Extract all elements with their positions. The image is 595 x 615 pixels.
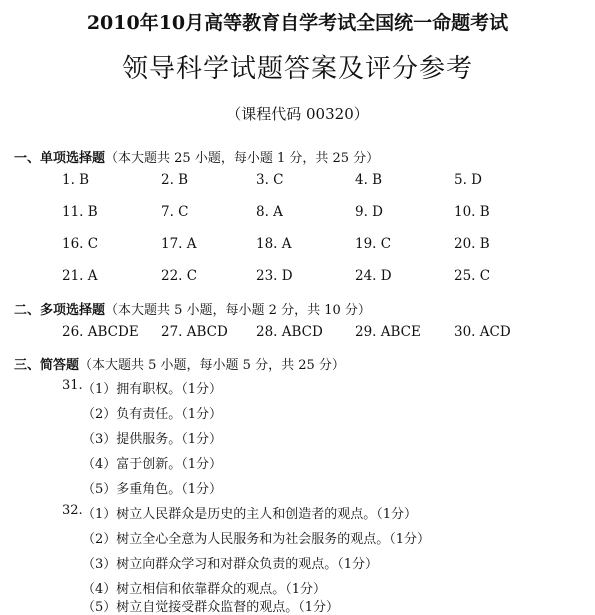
answer-point: （4）富于创新。（1分） <box>82 457 223 472</box>
document-title: 领导科学试题答案及评分参考 <box>121 54 473 84</box>
answer-item: 23. D <box>256 268 293 284</box>
section-single-choice-heading <box>14 147 379 166</box>
section-multi-choice-heading <box>14 299 371 318</box>
exam-title: 2010年10月高等教育自学考试全国统一命题考试 <box>86 12 509 34</box>
question-number: 32. <box>62 503 83 518</box>
answer-item: 8. A <box>256 204 283 220</box>
answer-item: 16. C <box>62 236 99 252</box>
section-note: （本大题共 5 小题，每小题 2 分，共 10 分） <box>105 303 371 318</box>
answer-point: （2）树立全心全意为人民服务和为社会服务的观点。（1分） <box>82 532 431 547</box>
answer-item: 10. B <box>454 204 490 220</box>
answer-item: 17. A <box>161 236 197 252</box>
answer-item: 18. A <box>256 236 292 252</box>
answer-point: （1）树立人民群众是历史的主人和创造者的观点。（1分） <box>82 507 418 522</box>
section-short-answer-heading <box>14 354 345 373</box>
answer-item: 5. D <box>454 172 482 188</box>
section-note: （本大题共 5 小题，每小题 5 分，共 25 分） <box>79 358 345 373</box>
answer-item: 3. C <box>256 172 284 188</box>
answer-item: 26. ABCDE <box>62 324 139 340</box>
answer-item: 1. B <box>62 172 90 188</box>
answer-item: 2. B <box>161 172 189 188</box>
answer-item: 29. ABCE <box>355 324 421 340</box>
answer-point: （1）拥有职权。（1分） <box>82 382 223 397</box>
answer-point: （3）树立向群众学习和对群众负责的观点。（1分） <box>82 557 379 572</box>
answer-point: （5）多重角色。（1分） <box>82 482 223 497</box>
answer-point: （5）树立自觉接受群众监督的观点。（1分） <box>82 600 340 615</box>
answer-item: 28. ABCD <box>256 324 323 340</box>
section-label: 一、单项选择题 <box>14 151 106 166</box>
answer-item: 11. B <box>62 204 98 220</box>
answer-item: 4. B <box>355 172 383 188</box>
answer-item: 27. ABCD <box>161 324 228 340</box>
answer-item: 9. D <box>355 204 383 220</box>
answer-item: 19. C <box>355 236 392 252</box>
answer-item: 30. ACD <box>454 324 511 340</box>
question-number: 31. <box>62 378 83 393</box>
answer-point: （4）树立相信和依靠群众的观点。（1分） <box>82 582 327 597</box>
answer-item: 22. C <box>161 268 198 284</box>
answer-item: 21. A <box>62 268 98 284</box>
answer-item: 25. C <box>454 268 491 284</box>
section-label: 二、多项选择题 <box>14 303 106 318</box>
section-label: 三、简答题 <box>14 358 80 373</box>
answer-item: 24. D <box>355 268 392 284</box>
answer-item: 20. B <box>454 236 490 252</box>
answer-point: （2）负有责任。（1分） <box>82 407 223 422</box>
section-note: （本大题共 25 小题，每小题 1 分，共 25 分） <box>105 151 380 166</box>
answer-point: （3）提供服务。（1分） <box>82 432 223 447</box>
course-code: （课程代码 00320） <box>226 105 369 123</box>
answer-item: 7. C <box>161 204 189 220</box>
